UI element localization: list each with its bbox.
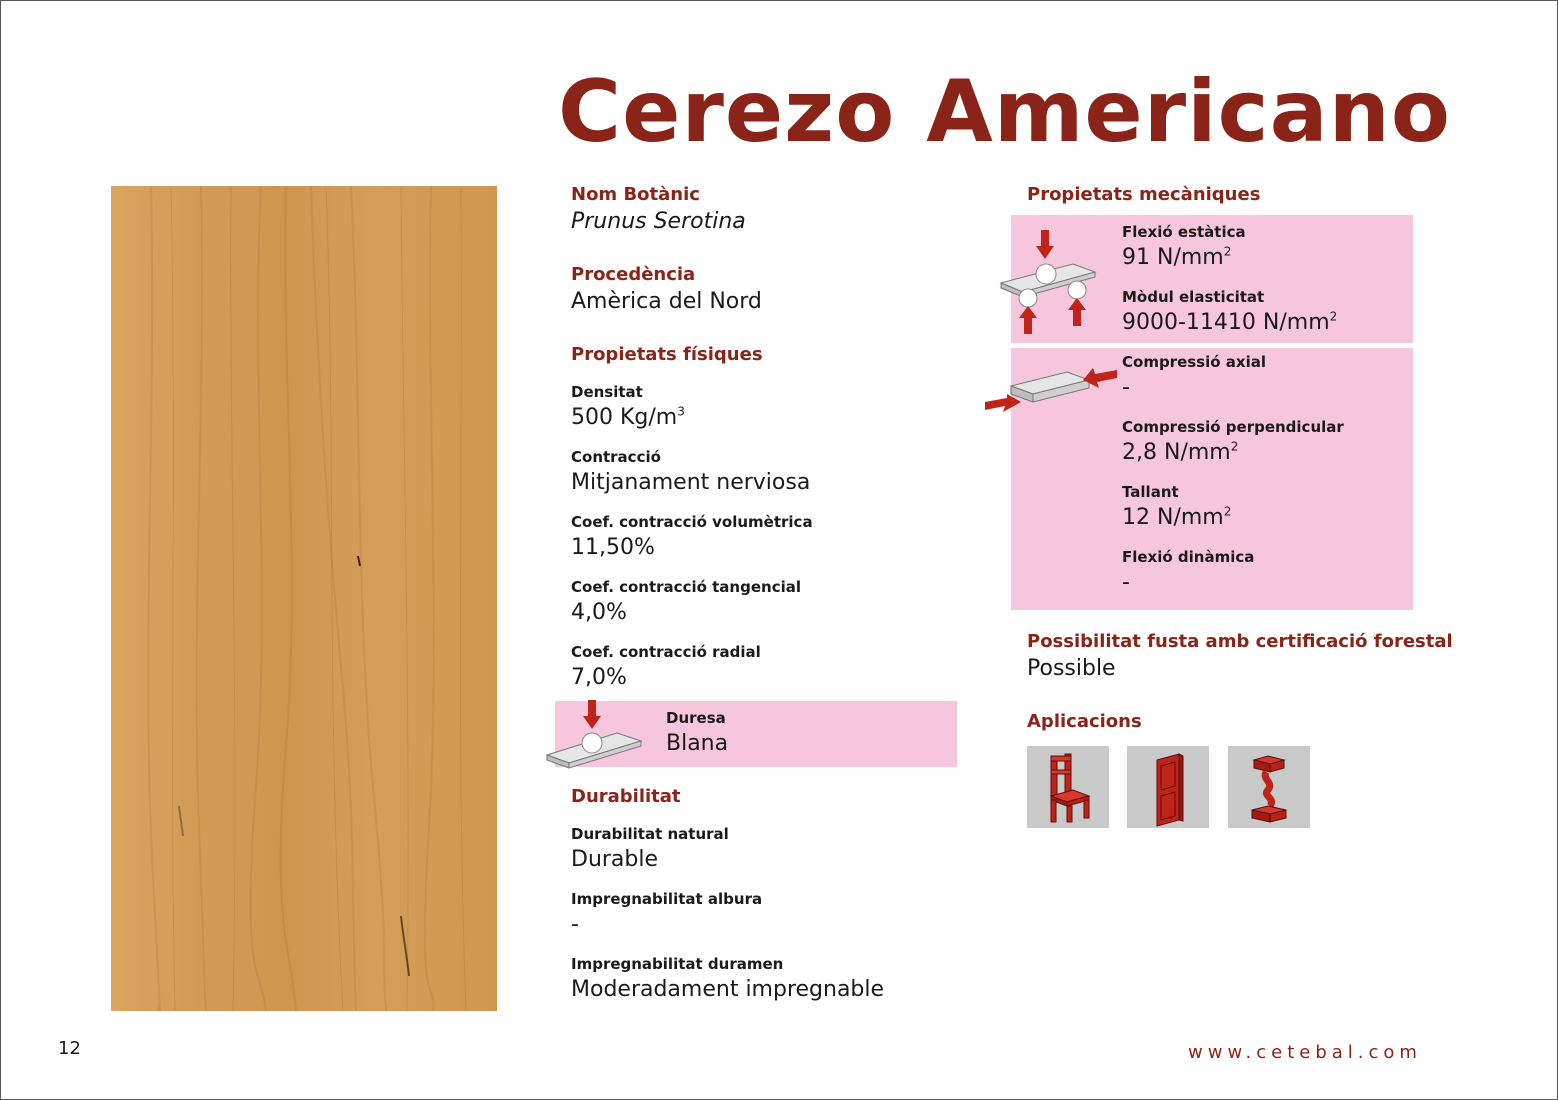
contraction-label: Contracció	[571, 448, 661, 466]
page-title: Cerezo Americano	[558, 62, 1451, 162]
mechanical-properties-heading: Propietats mecàniques	[1027, 184, 1261, 205]
radial-coef-label: Coef. contracció radial	[571, 643, 761, 661]
botanical-name-value: Prunus Serotina	[571, 209, 746, 234]
baluster-icon	[1228, 746, 1310, 828]
hardness-test-icon	[543, 697, 645, 773]
radial-coef-value: 7,0%	[571, 665, 627, 690]
chair-icon	[1027, 746, 1109, 828]
natural-durability-value: Durable	[571, 847, 659, 872]
heartwood-label: Impregnabilitat duramen	[571, 955, 784, 973]
tangential-coef-label: Coef. contracció tangencial	[571, 578, 801, 596]
sapwood-value: -	[571, 912, 579, 937]
wood-sample-image	[111, 186, 497, 1011]
perpendicular-compression-value: 2,8 $N/mm^2$	[1122, 439, 1239, 465]
page-number: 12	[58, 1038, 81, 1059]
dynamic-bending-label: Flexió dinàmica	[1122, 548, 1255, 566]
axial-compression-icon	[983, 362, 1119, 416]
axial-compression-value: -	[1122, 375, 1130, 400]
durability-heading: Durabilitat	[571, 786, 681, 807]
origin-heading: Procedència	[571, 264, 696, 285]
density-label: Densitat	[571, 383, 643, 401]
shear-label: Tallant	[1122, 483, 1179, 501]
certification-value: Possible	[1027, 656, 1116, 681]
bending-test-icon	[995, 228, 1101, 340]
static-bending-label: Flexió estàtica	[1122, 223, 1246, 241]
shear-value: 12 $N/mm^2$	[1122, 504, 1232, 530]
perpendicular-compression-label: Compressió perpendicular	[1122, 418, 1344, 436]
natural-durability-label: Durabilitat natural	[571, 825, 729, 843]
tangential-coef-value: 4,0%	[571, 600, 627, 625]
sapwood-label: Impregnabilitat albura	[571, 890, 763, 908]
origin-value: Amèrica del Nord	[571, 289, 762, 314]
dynamic-bending-value: -	[1122, 570, 1130, 595]
website-url[interactable]: www.cetebal.com	[1188, 1042, 1422, 1063]
contraction-value: Mitjanament nerviosa	[571, 470, 811, 495]
elasticity-label: Mòdul elasticitat	[1122, 288, 1265, 306]
hardness-label: Duresa	[666, 709, 726, 727]
botanical-name-heading: Nom Botànic	[571, 184, 700, 205]
elasticity-value: 9000-11410 $N/mm^2$	[1122, 309, 1338, 335]
applications-heading: Aplicacions	[1027, 711, 1142, 732]
volumetric-coef-label: Coef. contracció volumètrica	[571, 513, 813, 531]
certification-heading: Possibilitat fusta amb certificació forestal	[1027, 631, 1453, 652]
volumetric-coef-value: 11,50%	[571, 535, 655, 560]
application-tile-turned-parts	[1228, 746, 1310, 828]
axial-compression-label: Compressió axial	[1122, 353, 1266, 371]
application-tile-doors	[1127, 746, 1209, 828]
static-bending-value: 91 $N/mm^2$	[1122, 244, 1232, 270]
density-value: 500 $Kg/m^3$	[571, 404, 685, 430]
hardness-value: Blana	[666, 731, 729, 756]
application-tile-furniture	[1027, 746, 1109, 828]
door-icon	[1127, 746, 1209, 828]
heartwood-value: Moderadament impregnable	[571, 977, 885, 1002]
physical-properties-heading: Propietats físiques	[571, 344, 763, 365]
